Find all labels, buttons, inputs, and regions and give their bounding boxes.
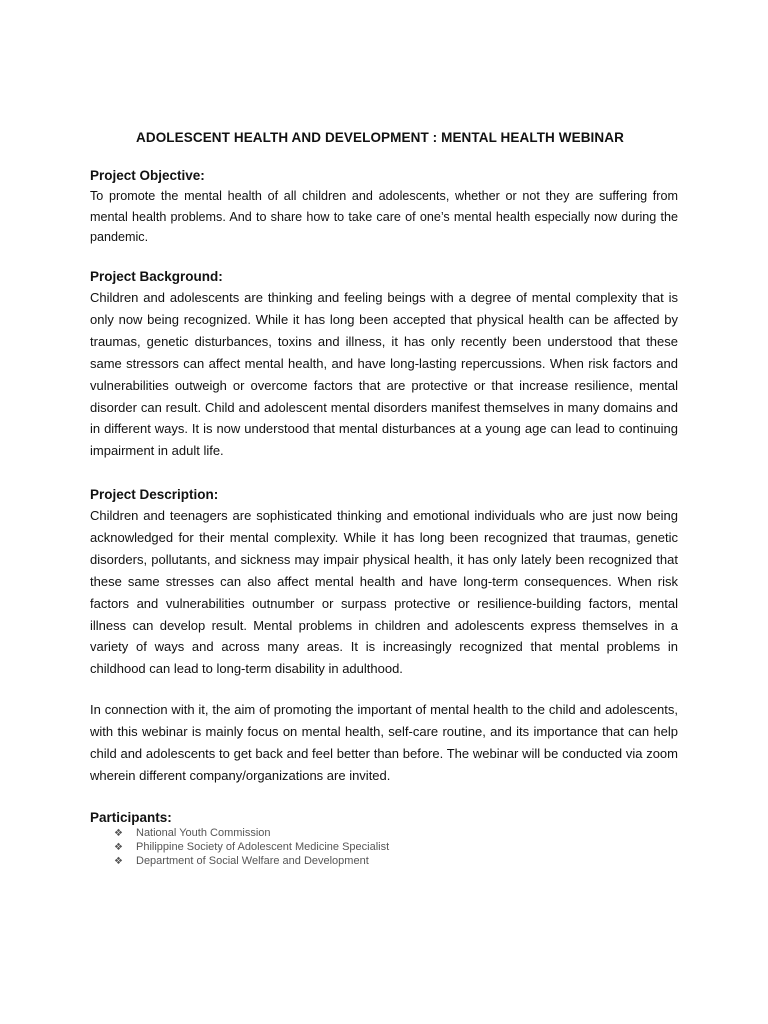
diamond-bullet-icon: ❖ xyxy=(114,841,123,853)
background-text: Children and adolescents are thinking and feeling beings with a degree of mental complexity that is only now being recognized. While it has long been accepted that physical health can be affected by traumas, genetic disturbances, toxins and illness, it has only recently been understood that these same stressors can affect mental health, and have long-lasting repercussions. When risk factors and vulnerabilities outweigh or overcome factors that are protective or that increase resilience, mental disorder can result. Child and adolescent mental disorders manifest themselves in many domains and in different ways. It is now understood that mental disturbances at a young age can lead to continuing impairment in adult life. xyxy=(90,290,678,459)
list-item xyxy=(114,855,389,869)
list-item xyxy=(114,827,389,841)
participants-heading: Participants: xyxy=(90,810,172,825)
connection-section xyxy=(90,699,678,787)
description-text: Children and teenagers are sophisticated thinking and emotional individuals who are just now being acknowledged for their mental complexity. While it has long been recognized that traumas, genetic disorders, pollutants, and sickness may impair physical health, it has only lately been recognized that these same stresses can also affect mental health and have long-term consequences. When risk factors and vulnerabilities outnumber or surpass protective or resilience-building factors, mental illness can develop result. Mental problems in children and adolescents express themselves in a variety of ways and across many areas. It is increasingly recognized that mental problems in childhood can lead to long-term disability in adulthood. xyxy=(90,508,678,677)
objective-heading: Project Objective: xyxy=(90,168,205,183)
participant-name: Department of Social Welfare and Development xyxy=(136,854,369,867)
diamond-bullet-icon: ❖ xyxy=(114,855,123,867)
list-item xyxy=(114,841,389,855)
background-heading: Project Background: xyxy=(90,269,223,284)
participants-list xyxy=(114,827,389,868)
document-title: ADOLESCENT HEALTH AND DEVELOPMENT : MENTAL HEALTH WEBINAR xyxy=(136,130,624,145)
participants-section xyxy=(90,808,678,828)
description-heading: Project Description: xyxy=(90,487,219,502)
objective-text: To promote the mental health of all children and adolescents, whether or not they are suffering from mental health problems. And to share how to take care of one’s mental health especially now during the pandemic. xyxy=(90,189,678,244)
participant-name: Philippine Society of Adolescent Medicine Specialist xyxy=(136,840,390,853)
objective-section xyxy=(90,166,678,248)
participant-name: National Youth Commission xyxy=(136,827,271,839)
connection-text: In connection with it, the aim of promoting the important of mental health to the child and adolescents, with this webinar is mainly focus on mental health, self-care routine, and its importance that can help child and adolescents to get back and feel better than before. The webinar will be conducted via zoom wherein different company/organizations are invited. xyxy=(90,702,678,783)
diamond-bullet-icon: ❖ xyxy=(114,828,123,839)
background-section xyxy=(90,267,678,462)
description-section xyxy=(90,485,678,680)
